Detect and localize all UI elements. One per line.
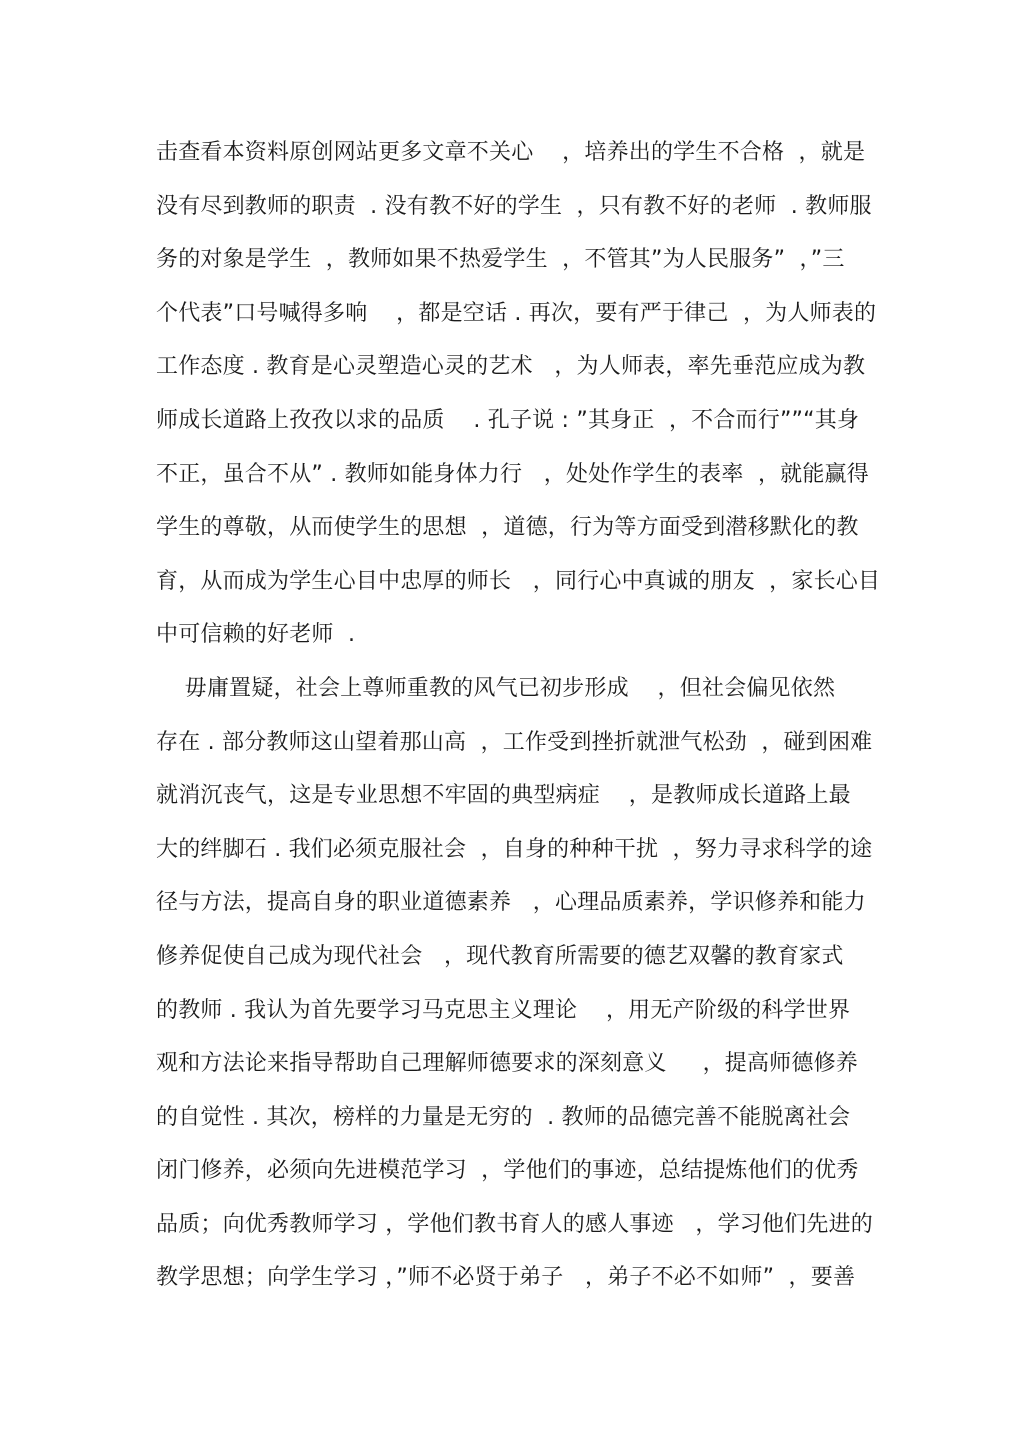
text-line: 就消沉丧气，这是专业思想不牢固的典型病症 ，是教师成长道路上最 bbox=[156, 783, 851, 809]
paragraph-start-line: 毋庸置疑，社会上尊师重教的风气已初步形成 ，但社会偏见依然 bbox=[156, 675, 836, 701]
text-line: 径与方法，提高自身的职业道德素养 ，心理品质素养，学识修养和能力 bbox=[156, 890, 866, 916]
text-line: 育，从而成为学生心目中忠厚的师长 ，同行心中真诚的朋友 ，家长心目 bbox=[156, 568, 881, 594]
text-line: 存在 . 部分教师这山望着那山高 ，工作受到挫折就泄气松劲 ，碰到困难 bbox=[156, 729, 873, 755]
text-line: 个代表”口号喊得多响 ，都是空话 . 再次，要有严于律己 ，为人师表的 bbox=[156, 300, 877, 326]
text-line: 学生的尊敬，从而使学生的思想 ，道德，行为等方面受到潜移默化的教 bbox=[156, 515, 859, 541]
text-line: 击查看本资料原创网站更多文章不关心 ，培养出的学生不合格 ，就是 bbox=[156, 140, 866, 165]
text-line: 务的对象是学生 ，教师如果不热爱学生 ，不管其”为人民服务” ，”三 bbox=[156, 247, 845, 273]
text-line: 师成长道路上孜孜以求的品质 . 孔子说 : ”其身正 ，不合而行””“其身 bbox=[156, 407, 860, 433]
text-line: 的自觉性 . 其次，榜样的力量是无穷的 . 教师的品德完善不能脱离社会 bbox=[156, 1104, 851, 1130]
text-line: 中可信赖的好老师 . bbox=[156, 622, 356, 648]
text-line: 品质；向优秀教师学习 ，学他们教书育人的感人事迹 ，学习他们先进的 bbox=[156, 1211, 873, 1237]
body-text bbox=[156, 126, 881, 1305]
text-line: 教学思想；向学生学习 ，”师不必贤于弟子 ，弟子不必不如师” ，要善 bbox=[156, 1265, 856, 1291]
text-line: 闭门修养，必须向先进模范学习 ，学他们的事迹，总结提炼他们的优秀 bbox=[156, 1158, 859, 1184]
text-line: 工作态度 . 教育是心灵塑造心灵的艺术 ，为人师表，率先垂范应成为教 bbox=[156, 354, 866, 380]
text-line: 大的绊脚石 . 我们必须克服社会 ，自身的种种干扰 ，努力寻求科学的途 bbox=[156, 836, 873, 862]
text-line: 观和方法论来指导帮助自己理解师德要求的深刻意义 ，提高师德修养 bbox=[156, 1051, 858, 1077]
text-line: 没有尽到教师的职责 . 没有教不好的学生 ，只有教不好的老师 . 教师服 bbox=[156, 193, 872, 219]
text-line: 修养促使自己成为现代社会 ，现代教育所需要的德艺双馨的教育家式 bbox=[156, 943, 844, 969]
text-line: 不正，虽合不从” . 教师如能身体力行 ，处处作学生的表率 ，就能赢得 bbox=[156, 461, 869, 487]
text-line: 的教师 . 我认为首先要学习马克思主义理论 ，用无产阶级的科学世界 bbox=[156, 997, 851, 1023]
